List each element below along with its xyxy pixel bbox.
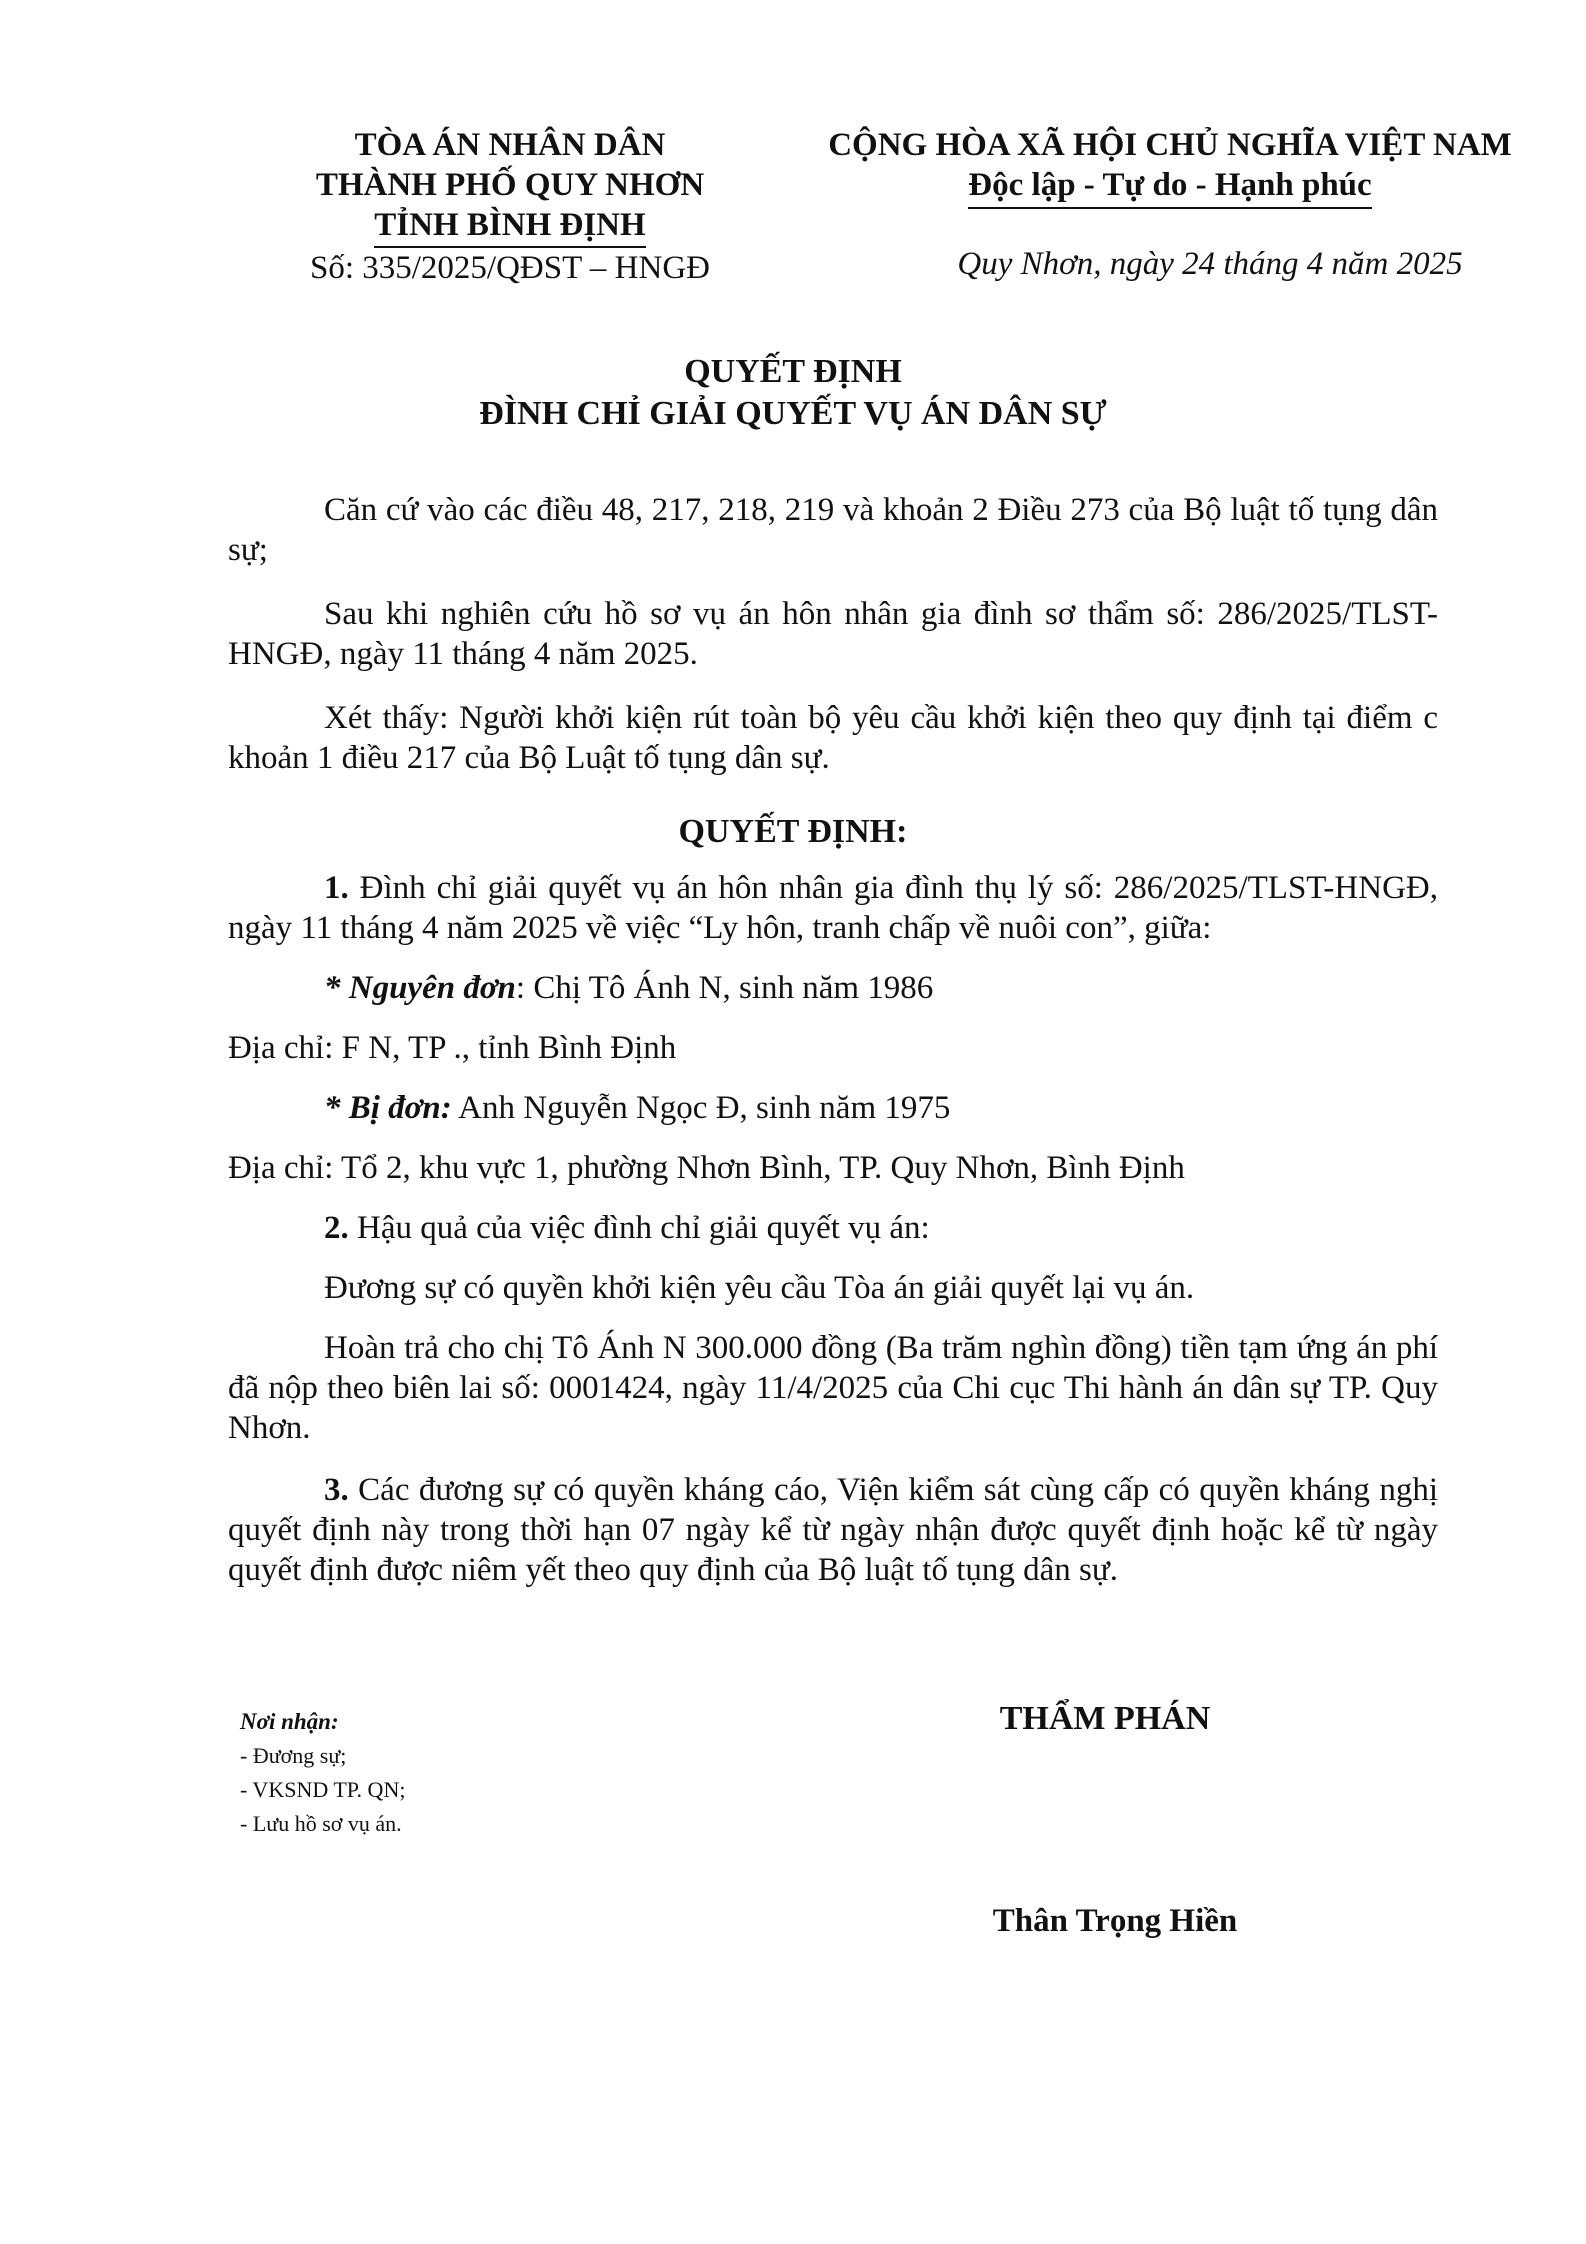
decision-body [228,868,1438,1590]
decision-item-2 [228,1208,1438,1248]
item-1-text: Đình chỉ giải quyết vụ án hôn nhân gia đình thụ lý số: 286/2025/TLST-HNGĐ, ngày 11 tháng 4 năm 2025 về việc “Ly hôn, tranh chấp về nuôi con”, giữa: [228,870,1438,946]
consequence-paragraph-1: Đương sự có quyền khởi kiện yêu cầu Tòa án giải quyết lại vụ án. [324,1270,1195,1306]
finding-paragraph: Xét thấy: Người khởi kiện rút toàn bộ yêu cầu khởi kiện theo quy định tại điểm c khoản 1 điều 217 của Bộ Luật tố tụng dân sự. [228,700,1438,776]
item-2-number: 2. [324,1210,349,1246]
defendant-address: Địa chỉ: Tổ 2, khu vực 1, phường Nhơn Bình, TP. Quy Nhơn, Bình Định [228,1150,1185,1186]
decision-item-1 [228,868,1438,948]
preamble [228,490,1438,778]
legal-basis-paragraph: Căn cứ vào các điều 48, 217, 218, 219 và khoản 2 Điều 273 của Bộ luật tố tụng dân sự; [228,492,1438,568]
case-number: Số: 335/2025/QĐST – HNGĐ [309,250,710,286]
recipient-item: - VKSND TP. QN; [240,1777,406,1802]
plaintiff-label: * Nguyên đơn [324,970,516,1006]
court-header [270,125,750,248]
item-2-text: Hậu quả của việc đình chỉ giải quyết vụ án: [348,1210,930,1246]
recipient-item: - Lưu hồ sơ vụ án. [240,1811,402,1836]
signer-name: Thân Trọng Hiền [992,1903,1238,1939]
court-name-line1: TÒA ÁN NHÂN DÂN [354,127,666,163]
item-3-number: 3. [324,1472,349,1508]
court-name-line2: THÀNH PHỐ QUY NHƠN [315,167,705,203]
document-subtitle: ĐÌNH CHỈ GIẢI QUYẾT VỤ ÁN DÂN SỰ [479,395,1107,432]
consequence-paragraph-2: Hoàn trả cho chị Tô Ánh N 300.000 đồng (Ba trăm nghìn đồng) tiền tạm ứng án phí đã nộp theo biên lai số: 0001424, ngày 11/4/2025 của Chi cục Thi hành án dân sự TP. Quy Nhơn. [228,1330,1438,1446]
defendant-label: * Bị đơn: [324,1090,452,1126]
decision-item-3 [228,1470,1438,1590]
recipients-block [240,1705,405,1841]
document-title: QUYẾT ĐỊNH [684,353,902,390]
nation-header [800,125,1540,209]
defendant-text: Anh Nguyễn Ngọc Đ, sinh năm 1975 [451,1090,951,1126]
national-motto: Độc lập - Tự do - Hạnh phúc [968,165,1371,209]
signer-role: THẨM PHÁN [999,1700,1211,1737]
recipient-item: - Đương sự; [240,1743,347,1768]
nation-name: CỘNG HÒA XÃ HỘI CHỦ NGHĨA VIỆT NAM [828,127,1512,163]
recipients-title: Nơi nhận: [240,1709,339,1734]
plaintiff-address: Địa chỉ: F N, TP ., tỉnh Bình Định [228,1030,677,1066]
issue-date: Quy Nhơn, ngày 24 tháng 4 năm 2025 [957,246,1463,282]
decision-heading: QUYẾT ĐỊNH: [678,813,908,850]
case-review-paragraph: Sau khi nghiên cứu hồ sơ vụ án hôn nhân gia đình sơ thẩm số: 286/2025/TLST-HNGĐ, ngày 11 tháng 4 năm 2025. [228,596,1438,672]
court-province: TỈNH BÌNH ĐỊNH [374,205,645,248]
item-3-text: Các đương sự có quyền kháng cáo, Viện kiểm sát cùng cấp có quyền kháng nghị quyết định này trong thời hạn 07 ngày kể từ ngày nhận được quyết định hoặc kể từ ngày quyết định được niêm yết theo quy định của Bộ luật tố tụng dân sự. [228,1472,1438,1588]
plaintiff-text: : Chị Tô Ánh N, sinh năm 1986 [515,970,934,1006]
plaintiff-line [228,968,1438,1008]
item-1-number: 1. [324,870,349,906]
defendant-line [228,1088,1438,1128]
